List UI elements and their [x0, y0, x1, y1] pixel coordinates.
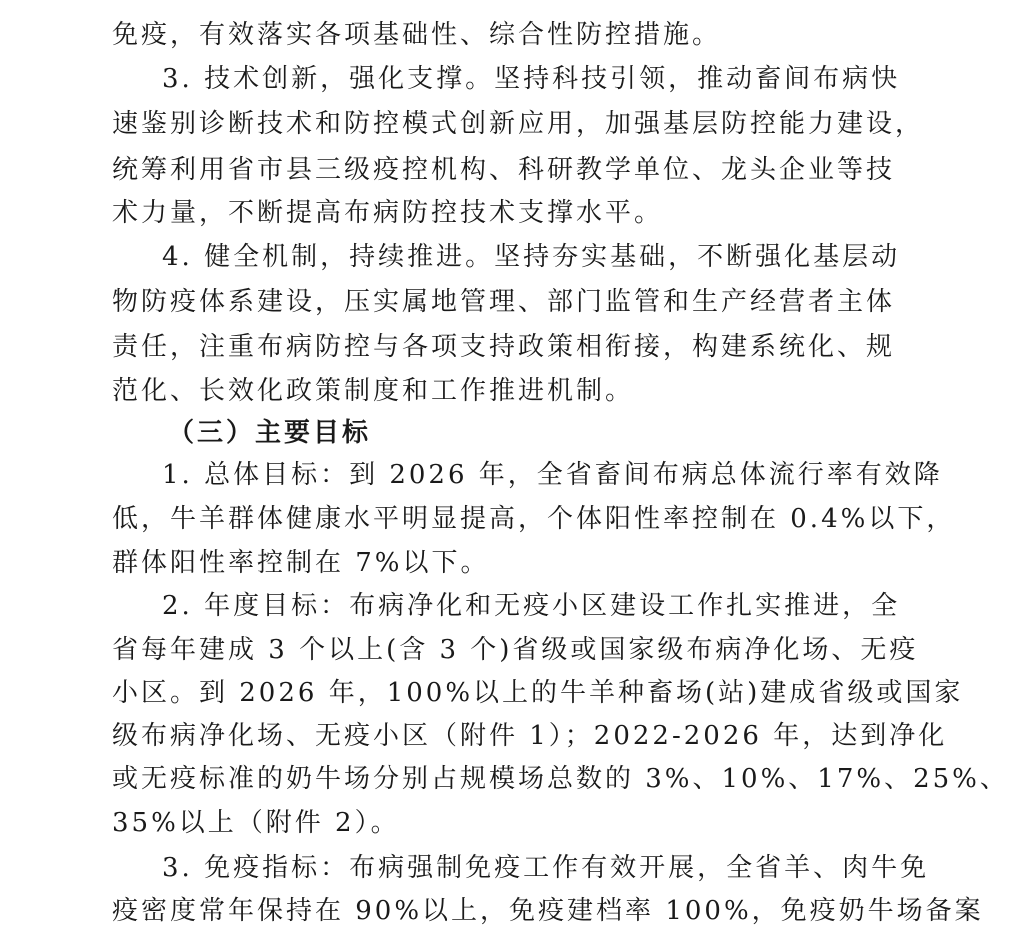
text-line: 免疫，有效落实各项基础性、综合性防控措施。	[112, 20, 722, 50]
text-line: 低，牛羊群体健康水平明显提高，个体阳性率控制在 0.4%以下，	[112, 504, 956, 534]
text-line: 物防疫体系建设，压实属地管理、部门监管和生产经营者主体	[112, 287, 896, 317]
text-line: 疫密度常年保持在 90%以上，免疫建档率 100%，免疫奶牛场备案	[112, 896, 984, 926]
text-line: 或无疫标准的奶牛场分别占规模场总数的 3%、10%、17%、25%、	[112, 764, 1009, 794]
text-line: 统筹利用省市县三级疫控机构、科研教学单位、龙头企业等技	[112, 155, 896, 185]
section-heading: （三）主要目标	[168, 418, 372, 448]
text-line: 级布病净化场、无疫小区（附件 1）；2022-2026 年，达到净化	[112, 721, 948, 751]
text-line: 35%以上（附件 2）。	[112, 808, 400, 838]
text-line: 责任，注重布病防控与各项支持政策相衔接，构建系统化、规	[112, 332, 896, 362]
paragraph-start-line: 1. 总体目标：到 2026 年，全省畜间布病总体流行率有效降	[162, 460, 943, 490]
text-line: 术力量，不断提高布病防控技术支撑水平。	[112, 198, 664, 228]
text-line: 范化、长效化政策制度和工作推进机制。	[112, 376, 635, 406]
paragraph-start-line: 2. 年度目标：布病净化和无疫小区建设工作扎实推进，全	[162, 591, 901, 621]
text-line: 省每年建成 3 个以上(含 3 个)省级或国家级布病净化场、无疫	[112, 635, 919, 665]
paragraph-start-line: 3. 免疫指标：布病强制免疫工作有效开展，全省羊、肉牛免	[162, 853, 930, 883]
text-line: 小区。到 2026 年，100%以上的牛羊种畜场(站)建成省级或国家	[112, 678, 964, 708]
paragraph-start-line: 3. 技术创新，强化支撑。坚持科技引领，推动畜间布病快	[162, 64, 901, 94]
paragraph-start-line: 4. 健全机制，持续推进。坚持夯实基础，不断强化基层动	[162, 242, 901, 272]
text-line: 速鉴别诊断技术和防控模式创新应用，加强基层防控能力建设，	[112, 109, 925, 139]
text-line: 群体阳性率控制在 7%以下。	[112, 548, 490, 578]
